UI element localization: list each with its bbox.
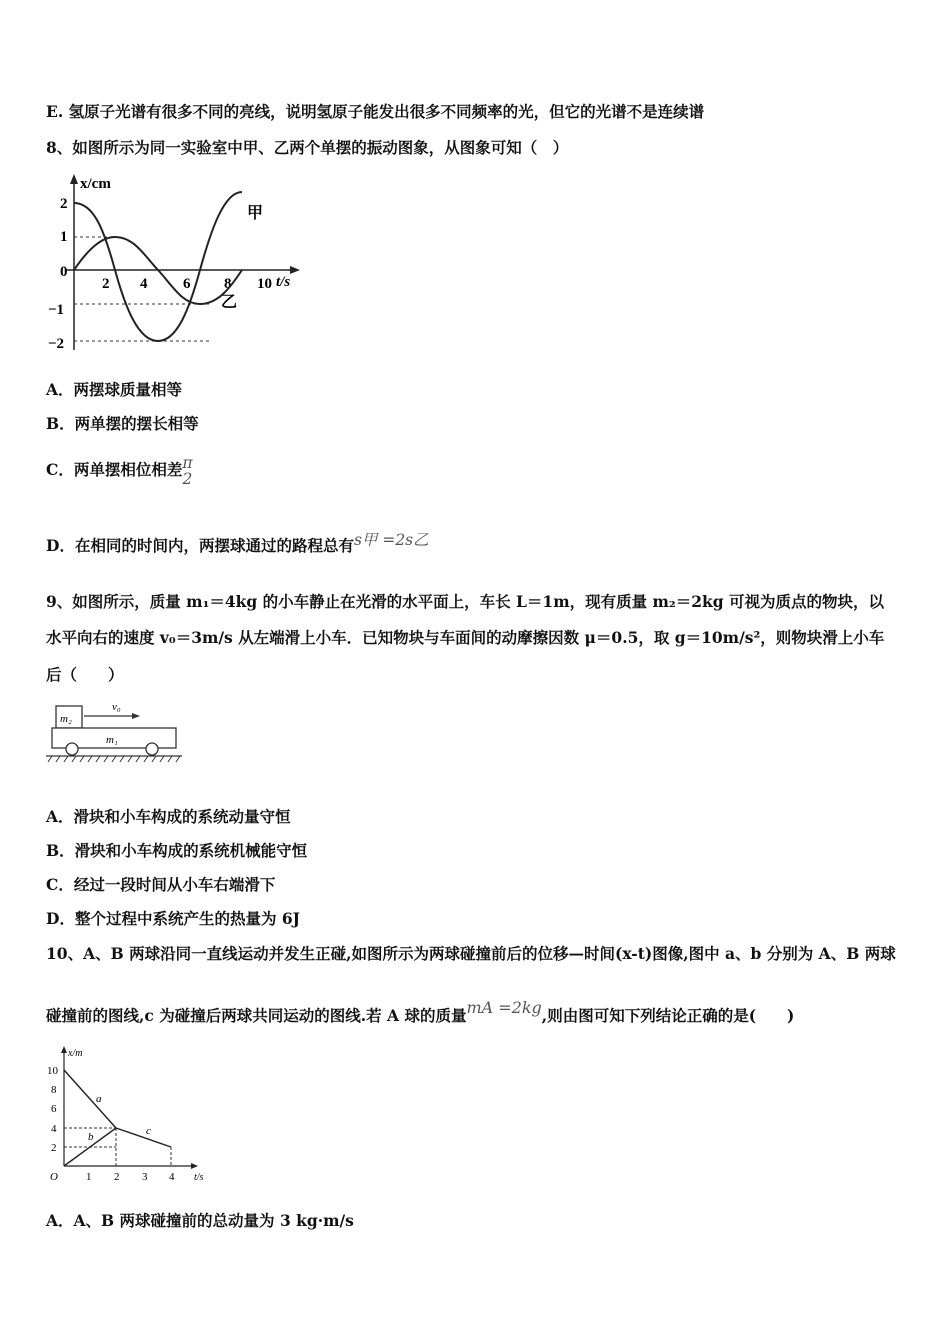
q10-stem-line1: 10、A、B 两球沿同一直线运动并发生正碰,如图所示为两球碰撞前后的位移—时间(x-t)图像,图中 a、b 分别为 A、B 两球 bbox=[46, 944, 896, 963]
q8-option-b: B．两单摆的摆长相等 bbox=[46, 414, 199, 433]
fig10-label-b: b bbox=[88, 1131, 94, 1143]
fig10-x-label: t/s bbox=[194, 1172, 204, 1183]
q8-option-c-text: C．两单摆相位相差 bbox=[46, 460, 183, 479]
fig8-xtick: 4 bbox=[140, 276, 148, 292]
fig8-label-yi: 乙 bbox=[221, 294, 238, 311]
fig8-xtick: 8 bbox=[224, 276, 232, 292]
q8-option-c bbox=[46, 455, 193, 487]
fig10-ytick: 6 bbox=[51, 1103, 57, 1115]
fig8-xtick: 6 bbox=[183, 276, 191, 292]
ground-hatch bbox=[48, 756, 180, 762]
q9-figure bbox=[44, 698, 194, 774]
wheel-right bbox=[146, 743, 158, 755]
fig8-y-label: x/cm bbox=[80, 176, 111, 192]
fig8-ytick: 2 bbox=[60, 196, 68, 212]
fig10-label-c: c bbox=[146, 1125, 151, 1137]
q9-stem-line2: 水平向右的速度 v₀＝3m/s 从左端滑上小车．已知物块与车面间的动摩擦因数 μ＝0.5，取 g＝10m/s²，则物块滑上小车 bbox=[46, 628, 885, 647]
q9-option-d: D．整个过程中系统产生的热量为 6J bbox=[46, 909, 300, 928]
wheel-left bbox=[66, 743, 78, 755]
fig9-block-label: m₂ bbox=[60, 713, 72, 725]
q8-d-math: s甲 =2s乙 bbox=[353, 531, 429, 549]
curve-jia bbox=[74, 192, 242, 341]
q9-option-a: A．滑块和小车构成的系统动量守恒 bbox=[46, 807, 291, 826]
q10-stem-line2 bbox=[46, 998, 795, 1026]
q9-stem-line1: 9、如图所示，质量 m₁＝4kg 的小车静止在光滑的水平面上，车长 L＝1m，现有质量 m₂＝2kg 可视为质点的物块，以 bbox=[46, 592, 884, 611]
fig8-x-label: t/s bbox=[276, 274, 291, 290]
q8-option-a: A．两摆球质量相等 bbox=[46, 380, 183, 399]
fig9-cart-label: m₁ bbox=[106, 734, 118, 746]
q10-figure bbox=[44, 1044, 214, 1193]
q8-figure bbox=[44, 170, 314, 364]
fig8-xtick: 10 bbox=[257, 276, 272, 292]
option-e: E. 氢原子光谱有很多不同的亮线，说明氢原子能发出很多不同频率的光，但它的光谱不是连续谱 bbox=[46, 102, 705, 121]
q10-math: mA =2kg bbox=[466, 998, 542, 1017]
fig10-xtick: 1 bbox=[86, 1171, 92, 1183]
fig8-label-jia: 甲 bbox=[247, 205, 264, 222]
fig10-xtick: 4 bbox=[169, 1171, 175, 1183]
fig8-ytick: 1 bbox=[60, 229, 68, 245]
q8-option-d bbox=[46, 531, 429, 556]
q10-stem-line2a: 碰撞前的图线,c 为碰撞后两球共同运动的图线.若 A 球的质量 bbox=[46, 1006, 467, 1025]
fig10-xtick: 3 bbox=[142, 1171, 148, 1183]
fig10-y-label: x/m bbox=[68, 1048, 83, 1059]
q9-stem-line3: 后（ ） bbox=[46, 665, 124, 684]
q8-option-d-text: D．在相同的时间内，两摆球通过的路程总有 bbox=[46, 536, 354, 555]
q8-frac-num: π bbox=[182, 454, 193, 472]
fig10-ytick: 10 bbox=[47, 1065, 58, 1077]
fig8-ytick: 0 bbox=[60, 264, 68, 280]
q9-option-b: B．滑块和小车构成的系统机械能守恒 bbox=[46, 841, 308, 860]
fig10-line-a bbox=[64, 1070, 116, 1128]
fig8-ytick: −2 bbox=[48, 336, 65, 352]
fig10-label-a: a bbox=[96, 1093, 102, 1105]
q9-option-c: C．经过一段时间从小车右端滑下 bbox=[46, 875, 276, 894]
q8-stem: 8、如图所示为同一实验室中甲、乙两个单摆的振动图象，从图象可知（ ） bbox=[46, 138, 569, 157]
fig10-ytick: 2 bbox=[51, 1142, 57, 1154]
q8-fraction bbox=[182, 455, 192, 487]
q10-option-a: A．A、B 两球碰撞前的总动量为 3 kg·m/s bbox=[46, 1211, 354, 1230]
fig10-origin: O bbox=[50, 1171, 58, 1183]
fig10-ytick: 8 bbox=[51, 1084, 57, 1096]
q10-stem-line2b: ,则由图可知下列结论正确的是( ) bbox=[541, 1006, 795, 1025]
fig9-velocity-label: v₀ bbox=[112, 701, 121, 713]
q8-frac-den: 2 bbox=[182, 470, 193, 488]
fig8-xtick: 2 bbox=[102, 276, 110, 292]
fig10-line-c bbox=[116, 1128, 171, 1147]
fig10-ytick: 4 bbox=[51, 1123, 57, 1135]
fig8-ytick: −1 bbox=[48, 302, 65, 318]
fig10-xtick: 2 bbox=[114, 1171, 120, 1183]
